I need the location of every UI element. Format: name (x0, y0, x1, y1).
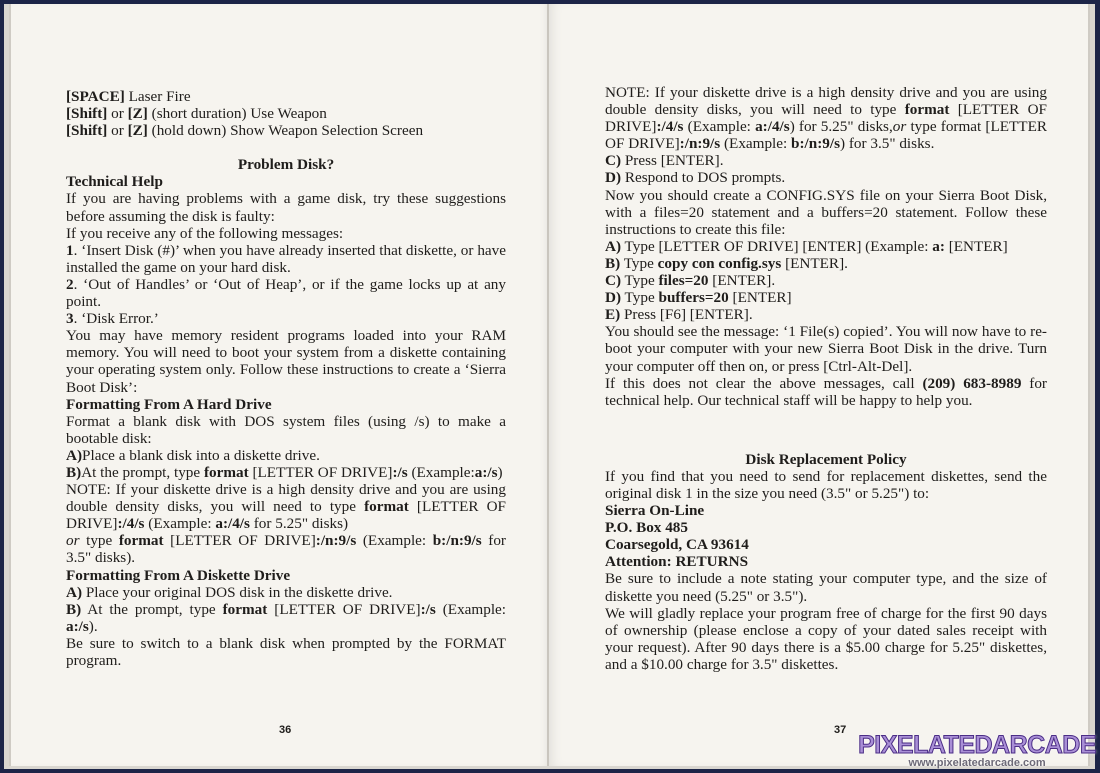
technical-help-intro: If you are having problems with a game disk, try these suggestions before assuming the disk is faulty: (66, 190, 506, 225)
spacer (605, 409, 1047, 426)
or-label: or (892, 118, 907, 136)
diskette-drive-heading: Formatting From A Diskette Drive (66, 566, 291, 584)
step-text: (Example: (435, 600, 506, 618)
example: b:/n:9/s (432, 532, 482, 550)
key-label: [Z] (127, 105, 148, 123)
command: copy con config.sys (657, 254, 782, 272)
command-switch: :/s (392, 463, 408, 481)
step-text: Place your original DOS disk in the diskette drive. (82, 583, 393, 601)
step-label: A) (605, 237, 622, 255)
command: buffers=20 (658, 289, 729, 307)
support-phone: (209) 683-8989 (922, 374, 1022, 392)
step-c (605, 152, 1047, 169)
support-text: for technical help. Our technical staff will be happy to help you. (605, 374, 1047, 409)
command-switch: :/4/s (656, 118, 684, 136)
page-number: 36 (279, 724, 292, 736)
step-text: Type (621, 272, 659, 290)
config-intro: Now you should create a CONFIG.SYS file on your Sierra Boot Disk, with a files=20 statement and a buffers=20 statement. Follow these instructions to create this file: (605, 186, 1047, 238)
support-line (605, 375, 1047, 409)
control-line (66, 122, 506, 139)
note-text: ) for 5.25" disks, (789, 118, 893, 136)
connector: or (107, 105, 128, 123)
include-note: Be sure to include a note stating your computer type, and the size of diskette you need (5.25" or 3.5"). (605, 570, 1047, 605)
watermark-logo: PIXELATEDARCADE (858, 731, 1096, 759)
hard-drive-heading: Formatting From A Hard Drive (66, 395, 272, 413)
example: a:/s (66, 617, 89, 635)
config-step-a (605, 238, 1047, 255)
command: files=20 (658, 272, 709, 290)
page-number: 37 (834, 724, 847, 736)
step-label: B) (605, 254, 621, 272)
format-closing: Be sure to switch to a blank disk when prompted by the FORMAT program. (66, 634, 506, 669)
spacer (66, 139, 506, 156)
item-number: 3 (66, 310, 74, 328)
copied-message: You should see the message: ‘1 File(s) copied’. You will now have to re-boot your computer with your new Sierra Boot Disk in the drive. Turn your computer off then on, or press [Ctrl-Alt-Del]. (605, 323, 1047, 375)
hard-drive-intro: Format a blank disk with DOS system files (using /s) to make a bootable disk: (66, 412, 506, 447)
right-column (605, 84, 1047, 673)
command: format (904, 101, 950, 119)
item-text: . ‘Insert Disk (#)’ when you have already inserted that diskette, or have installed the game on your hard disk. (66, 241, 506, 276)
control-action: Laser Fire (124, 88, 191, 105)
step-a (66, 584, 506, 601)
note-text: (Example: (683, 118, 756, 136)
example: a:/4/s (215, 515, 250, 533)
density-note (66, 481, 506, 532)
step-text: [ENTER]. (781, 254, 848, 272)
step-label: B) (66, 600, 82, 618)
note-text: type format [LETTER OF DRIVE] (605, 118, 1047, 153)
note-text: [LETTER OF DRIVE] (605, 101, 1047, 136)
config-step-d (605, 289, 1047, 306)
step-text: ) (497, 463, 503, 481)
step-label: B) (66, 463, 82, 481)
message-item (66, 310, 506, 327)
note-text: ) for 3.5" disks. (840, 135, 935, 153)
step-text: Type [LETTER OF DRIVE] [ENTER] (Example: (621, 237, 933, 255)
step-text: At the prompt, type (81, 463, 204, 481)
step-d (605, 169, 1047, 186)
note-text: [LETTER OF DRIVE] (66, 498, 506, 533)
item-number: 1 (66, 241, 74, 259)
step-text: [ENTER]. (708, 272, 776, 290)
step-label: C) (605, 152, 622, 170)
step-label: E) (605, 306, 621, 324)
step-text: Type (620, 254, 658, 272)
density-alt (66, 532, 506, 566)
memory-note: You may have memory resident programs loaded into your RAM memory. You will need to boot your system from a diskette containing your operating system only. Follow these instructions to create a ‘Sierra Boot Disk’: (66, 327, 506, 396)
example: a: (932, 237, 945, 255)
note-text: (Example: (144, 515, 216, 533)
command-switch: :/4/s (117, 515, 145, 533)
manual-spread (4, 4, 1095, 769)
key-label: [Shift] (66, 105, 108, 123)
message-item (66, 276, 506, 310)
step-label: A) (66, 583, 83, 601)
item-number: 2 (66, 275, 74, 293)
step-b (66, 464, 506, 481)
density-note (605, 84, 1047, 152)
replacement-policy: We will gladly replace your program free of charge for the first 90 days of ownership (please enclose a copy of your dated sales receipt with your request). After 90 days there is a $5.00 charge for 5.25" diskettes, and a $10.00 charge for 3.5" diskettes. (605, 604, 1047, 673)
step-text: Place a blank disk into a diskette drive. (82, 446, 320, 464)
example: b:/n:9/s (791, 135, 840, 153)
address-line: Sierra On-Line (605, 502, 705, 520)
step-label: C) (605, 272, 622, 290)
page-37 (549, 4, 1090, 766)
command: format (364, 498, 409, 516)
step-text: At the prompt, type (81, 600, 223, 618)
watermark-url: www.pixelatedarcade.com (908, 757, 1046, 769)
watermark (858, 732, 1096, 769)
command: format (203, 463, 249, 481)
note-text: (Example: (720, 135, 792, 153)
note-text: NOTE: If your diskette drive is a high density drive and you are using double density disks, you will need to type (605, 84, 1047, 119)
control-line (66, 88, 506, 105)
command-switch: :/s (420, 600, 436, 618)
step-label: D) (605, 169, 622, 187)
note-text: [LETTER OF DRIVE] (163, 532, 316, 550)
item-text: . ‘Disk Error.’ (73, 310, 159, 328)
message-item (66, 242, 506, 276)
config-step-e (605, 306, 1047, 323)
step-text: Respond to DOS prompts. (621, 169, 786, 187)
left-column (66, 88, 506, 669)
step-text: (Example: (407, 463, 475, 481)
address-line: Coarsegold, CA 93614 (605, 536, 749, 554)
spacer (605, 426, 1047, 451)
step-text: Type (621, 289, 659, 307)
step-text: Press [ENTER]. (621, 152, 724, 170)
step-b (66, 601, 506, 635)
key-label: [Z] (127, 122, 148, 140)
page-36 (9, 4, 549, 766)
step-text: [ENTER] (944, 237, 1008, 255)
note-text: for 5.25" disks) (249, 515, 349, 533)
command: format (222, 600, 268, 618)
config-step-c (605, 272, 1047, 289)
support-text: If this does not clear the above messages, call (605, 374, 923, 392)
address-line: Attention: RETURNS (605, 553, 749, 571)
connector: or (107, 122, 128, 140)
step-text: [LETTER OF DRIVE] (267, 600, 421, 618)
item-text: . ‘Out of Handles’ or ‘Out of Heap’, or if the game locks up at any point. (66, 275, 506, 311)
step-text: [LETTER OF DRIVE] (248, 463, 393, 481)
note-text: type (79, 532, 119, 550)
section-title: Problem Disk? (237, 156, 335, 174)
technical-help-heading: Technical Help (66, 173, 163, 191)
command-switch: :/n:9/s (315, 532, 357, 550)
step-text: [ENTER] (728, 289, 792, 307)
note-text: NOTE: If your diskette drive is a high density drive and you are using double density disks, you will need to type (66, 481, 506, 516)
step-label: A) (66, 446, 83, 464)
command-switch: :/n:9/s (679, 135, 721, 153)
note-text: for 3.5" disks). (66, 532, 506, 567)
key-label: [Shift] (66, 122, 108, 140)
key-label: [SPACE] (66, 88, 125, 105)
step-text: Press [F6] [ENTER]. (620, 306, 753, 324)
replacement-heading: Disk Replacement Policy (745, 450, 907, 468)
example: a:/4/s (755, 118, 790, 136)
replacement-intro: If you find that you need to send for replacement diskettes, send the original disk 1 in the size you need (3.5" or 5.25") to: (605, 467, 1047, 502)
messages-intro: If you receive any of the following messages: (66, 224, 344, 242)
or-label: or (66, 532, 80, 550)
step-a (66, 447, 506, 464)
step-text: ). (88, 617, 98, 635)
control-action: (short duration) Use Weapon (147, 105, 327, 123)
control-action: (hold down) Show Weapon Selection Screen (147, 122, 424, 140)
address-line: P.O. Box 485 (605, 519, 688, 537)
example: a:/s (474, 463, 498, 481)
command: format (118, 532, 164, 550)
note-text: (Example: (356, 532, 433, 550)
step-label: D) (605, 289, 622, 307)
config-step-b (605, 255, 1047, 272)
control-line (66, 105, 506, 122)
